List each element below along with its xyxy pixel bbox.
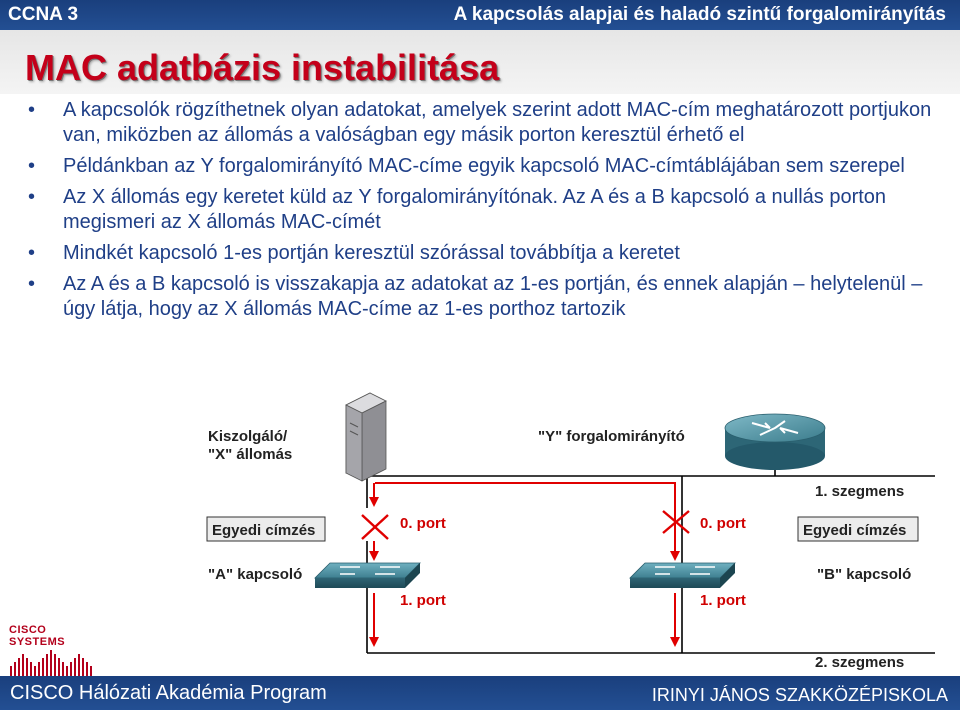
- cisco-logo: [9, 624, 94, 672]
- bullet-item: • Az A és a B kapcsoló is visszakapja az adatokat az 1-es portján, és ennek alapján – helytelenül – úgy látja, hogy az X állomás MAC-címe az 1-es porthoz tartozik: [28, 272, 933, 322]
- network-diagram: [200, 383, 935, 673]
- segment-1-label: 1. szegmens: [815, 483, 905, 500]
- switch-a-label: "A" kapcsoló: [208, 566, 303, 583]
- unicast-label-right: [798, 517, 918, 541]
- footer-program: CISCO Hálózati Akadémia Program: [10, 682, 327, 704]
- course-name: CCNA 3: [8, 4, 79, 25]
- cisco-logo-text: CISCO SYSTEMS: [9, 624, 66, 648]
- top-header-bar: [0, 0, 960, 30]
- server-label-line2: "X" állomás: [208, 446, 293, 463]
- port1-label-left: 1. port: [400, 592, 446, 609]
- port1-label-right: 1. port: [700, 592, 746, 609]
- port0-label-left: 0. port: [400, 515, 446, 532]
- unicast-text-left: Egyedi címzés: [212, 522, 316, 539]
- port0-label-right: 0. port: [700, 515, 746, 532]
- segment-2-label: 2. szegmens: [815, 654, 905, 671]
- slide-title: MAC adatbázis instabilitása: [25, 47, 500, 88]
- bullet-item: • Az X állomás egy keretet küld az Y forgalomirányítónak. Az A és a B kapcsoló a nullás porton megismeri az X állomás MAC-címét: [28, 185, 933, 235]
- switch-a-icon: [315, 563, 420, 588]
- bullet-item: • Mindkét kapcsoló 1-es portján keresztül szórással továbbítja a keretet: [28, 241, 933, 266]
- switch-b-icon: [630, 563, 735, 588]
- course-subtitle: A kapcsolás alapjai és haladó szintű forgalomirányítás: [453, 4, 946, 25]
- server-label-line1: Kiszolgáló/: [208, 428, 288, 445]
- router-icon: [725, 414, 825, 470]
- bullet-list: [28, 98, 933, 328]
- server-icon: [346, 393, 386, 481]
- unicast-text-right: Egyedi címzés: [803, 522, 907, 539]
- router-label: "Y" forgalomirányító: [538, 428, 685, 445]
- footer-bar: [0, 676, 960, 710]
- unicast-label-left: [207, 517, 325, 541]
- bullet-item: • Példánkban az Y forgalomirányító MAC-címe egyik kapcsoló MAC-címtáblájában sem szerepel: [28, 154, 933, 179]
- footer-school: IRINYI JÁNOS SZAKKÖZÉPISKOLA: [651, 685, 948, 705]
- bullet-item: • A kapcsolók rögzíthetnek olyan adatokat, amelyek szerint adott MAC-cím meghatározott portjukon van, miközben az állomás a valóságban egy másik porton keresztül érhető el: [28, 98, 933, 148]
- switch-b-label: "B" kapcsoló: [817, 566, 912, 583]
